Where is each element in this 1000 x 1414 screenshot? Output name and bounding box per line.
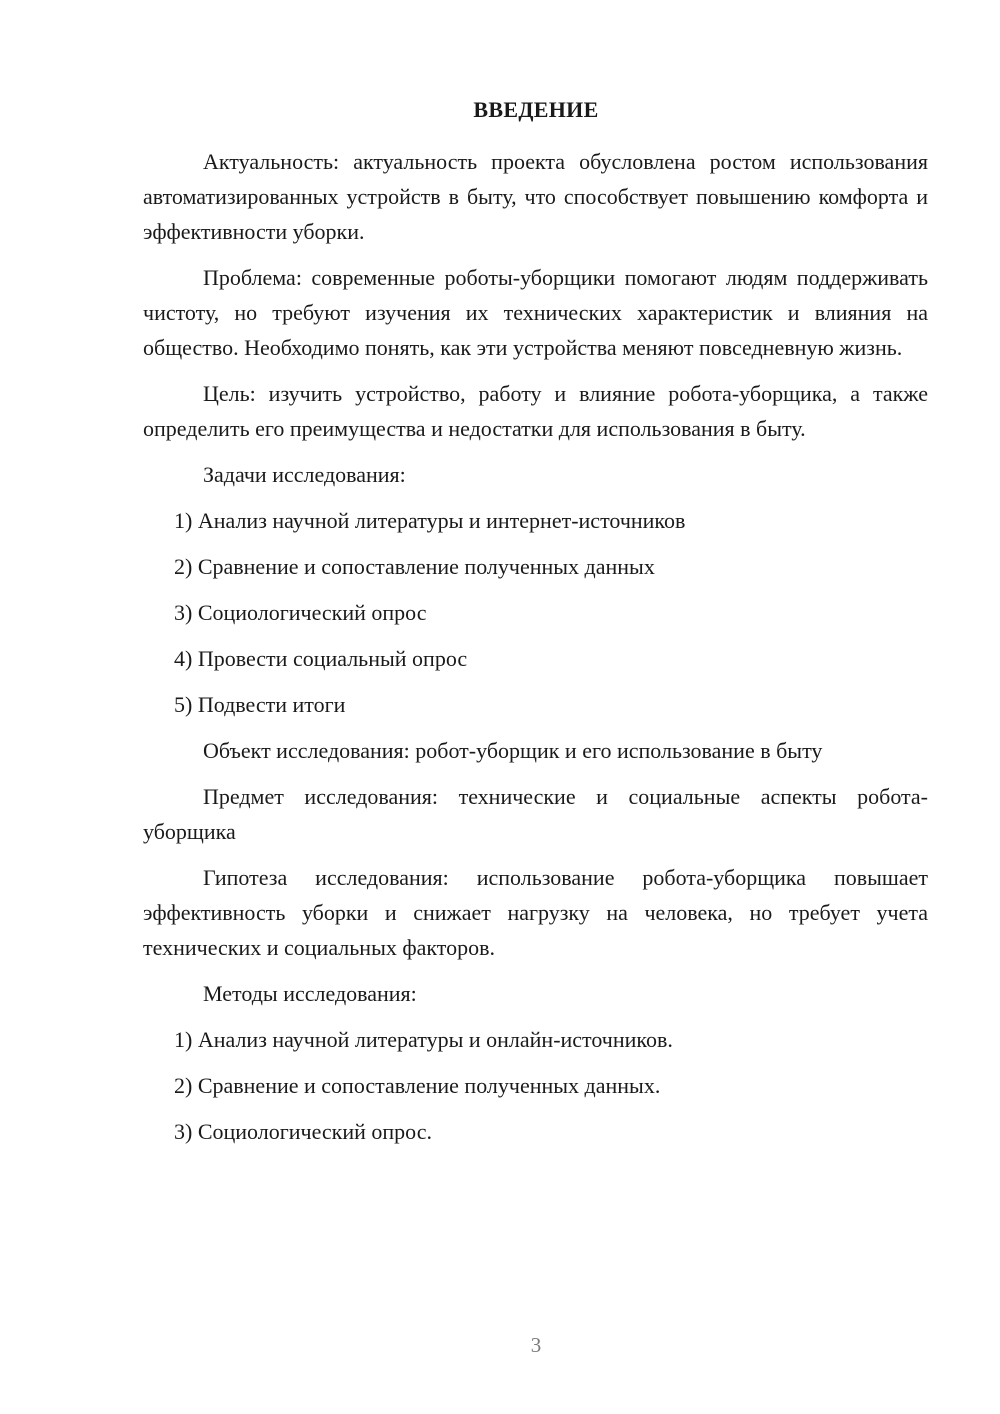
section-title: ВВЕДЕНИЕ [473, 97, 599, 122]
list-item: 4) Провести социальный опрос [174, 646, 468, 671]
methods-list [143, 1022, 928, 1149]
paragraph-goal: Цель: изучить устройство, работу и влияние робота-уборщика, а также определить его преимущества и недостатки для использования в быту. [143, 381, 928, 441]
list-item: 3) Социологический опрос [174, 600, 427, 625]
methods-heading: Методы исследования: [203, 981, 417, 1006]
paragraph-problem: Проблема: современные роботы-уборщики помогают людям поддерживать чистоту, но требуют изучения их технических характеристик и влияния на общество. Необходимо понять, как эти устройства меняют повседневную жизнь. [143, 265, 928, 360]
paragraph-hypothesis: Гипотеза исследования: использование робота-уборщика повышает эффективность уборки и снижает нагрузку на человека, но требует учета технических и социальных факторов. [143, 865, 928, 960]
list-item: 2) Сравнение и сопоставление полученных данных [174, 554, 655, 579]
paragraph-relevance: Актуальность: актуальность проекта обусловлена ростом использования автоматизированных устройств в быту, что способствует повышению комфорта и эффективности уборки. [143, 149, 928, 244]
list-item: 1) Анализ научной литературы и интернет-источников [174, 508, 686, 533]
list-item: 3) Социологический опрос. [174, 1119, 432, 1144]
paragraph-object: Объект исследования: робот-уборщик и его использование в быту [203, 738, 823, 763]
list-item: 1) Анализ научной литературы и онлайн-источников. [174, 1027, 673, 1052]
tasks-list [143, 503, 928, 722]
list-item: 5) Подвести итоги [174, 692, 346, 717]
paragraph-subject: Предмет исследования: технические и социальные аспекты робота-уборщика [143, 784, 928, 844]
tasks-heading: Задачи исследования: [203, 462, 406, 487]
page-number: 3 [530, 1333, 542, 1357]
document-body [143, 144, 928, 1160]
list-item: 2) Сравнение и сопоставление полученных данных. [174, 1073, 661, 1098]
